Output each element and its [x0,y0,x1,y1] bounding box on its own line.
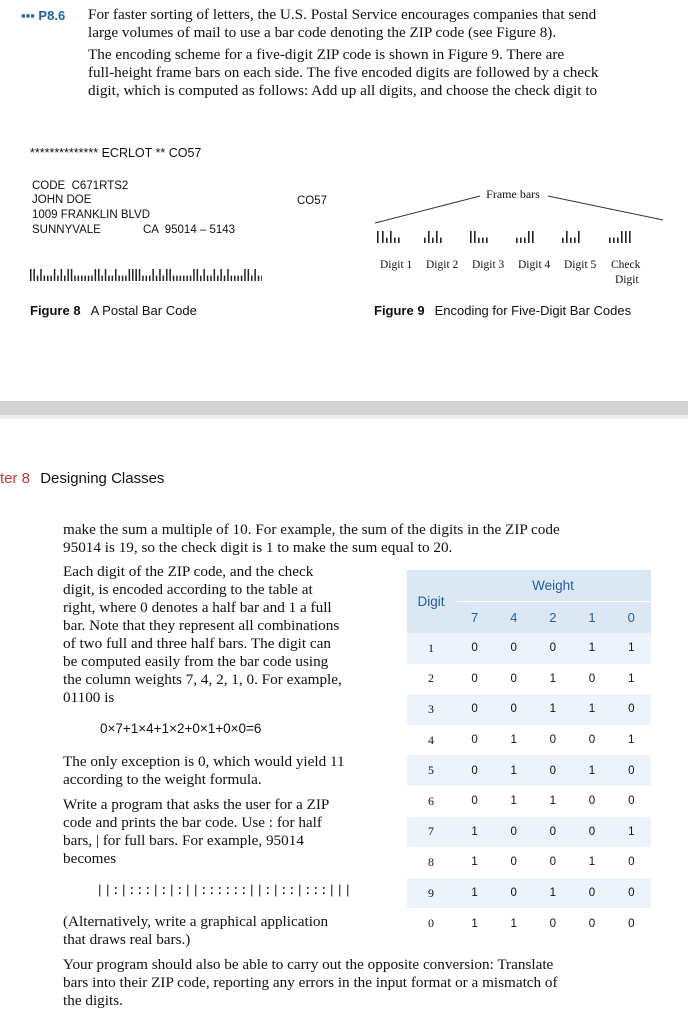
bit-cell: 0 [494,847,533,878]
problem-line: The encoding scheme for a five-digit ZIP code is shown in Figure 9. There are [88,46,565,63]
bit-cell: 1 [455,817,494,848]
half-bar [207,276,209,281]
digit-label: Digit 5 [564,259,597,271]
bit-cell: 0 [455,725,494,756]
bit-cell: 0 [612,694,651,725]
weight-2: 2 [533,602,572,634]
frame-bar-pointer [375,196,480,223]
weight-1: 1 [572,602,611,634]
full-bar [71,269,73,281]
state-zip: CA 95014 – 5143 [143,224,236,236]
half-bar [101,276,103,281]
half-bar [617,238,619,243]
digit-label: Digit 3 [472,259,505,271]
half-bar [251,276,253,281]
table-row [407,664,651,695]
half-bar [237,276,239,281]
para2-line: according to the weight formula. [63,771,262,788]
half-bar [108,276,110,281]
page-separator [0,401,688,415]
digit-cell: 3 [407,694,455,725]
para4-line: that draws real bars.) [63,931,191,948]
bit-cell: 0 [455,633,494,664]
table-row [407,725,651,756]
half-bar [574,238,576,243]
para3-line: bars, | for full bars. For example, 95014 [63,832,304,849]
bit-cell: 1 [455,847,494,878]
table-row [407,786,651,817]
half-bar [118,276,120,281]
para3-line: code and prints the bar code. Use : for half [63,814,322,831]
digit-label: Digit 1 [380,259,413,271]
full-bar [220,269,222,281]
check-digit-label: Digit [615,274,639,286]
half-bar [234,276,236,281]
encoding-table [407,570,651,939]
bit-cell: 1 [533,878,572,909]
bit-cell: 0 [572,725,611,756]
bit-cell: 0 [572,908,611,939]
half-bar [146,276,148,281]
half-bar [112,276,114,281]
bit-cell: 0 [533,817,572,848]
digit-cell: 8 [407,847,455,878]
full-bar [105,269,107,281]
full-bar [214,269,216,281]
half-bar [183,276,185,281]
para1-line: 01100 is [63,689,115,706]
full-bar [436,231,438,243]
half-bar [74,276,76,281]
bit-cell: 1 [494,786,533,817]
bit-cell: 0 [533,908,572,939]
postal-barcode [30,268,262,282]
full-bar [30,269,32,281]
half-bar [163,276,165,281]
full-bar [629,231,631,243]
half-bar [386,238,388,243]
half-bar [224,276,226,281]
full-bar [67,269,69,281]
half-bar [176,276,178,281]
bit-cell: 0 [494,664,533,695]
para1-line: be computed easily from the bar code using [63,653,329,670]
digit-cell: 6 [407,786,455,817]
full-bar [578,231,580,243]
chapter-number: ter 8 [0,470,31,487]
digit-cell: 5 [407,755,455,786]
chapter-title: Designing Classes [40,470,165,487]
half-bar [64,276,66,281]
half-bar [142,276,144,281]
bit-cell: 0 [494,817,533,848]
table-row [407,878,651,909]
half-bar [258,276,260,281]
half-bar [482,238,484,243]
table-row [407,633,651,664]
full-bar [474,231,476,243]
full-bar [33,269,35,281]
half-bar [440,238,442,243]
bit-cell: 0 [572,817,611,848]
half-bar [478,238,480,243]
bit-cell: 0 [533,755,572,786]
digit-cell: 7 [407,817,455,848]
intro-line: 95014 is 19, so the check digit is 1 to make the sum equal to 20. [63,539,453,556]
weight-formula: 0×7+1×4+1×2+0×1+0×0=6 [100,721,262,736]
para1-line: Each digit of the ZIP code, and the check [63,563,314,580]
weight-header: Weight [455,570,651,602]
bit-cell: 1 [533,694,572,725]
para3-line: becomes [63,850,117,867]
half-bar [486,238,488,243]
half-bar [186,276,188,281]
full-bar [248,269,250,281]
full-bar [621,231,623,243]
half-bar [180,276,182,281]
digit-cell: 1 [407,633,455,664]
bit-cell: 0 [533,847,572,878]
para1-line: right, where 0 denotes a half bar and 1 a full [63,599,332,616]
full-bar [254,269,256,281]
bit-cell: 0 [533,633,572,664]
bit-cell: 0 [572,786,611,817]
bit-cell: 1 [533,786,572,817]
digit-header: Digit [407,570,455,633]
bit-cell: 1 [455,908,494,939]
full-bar [166,269,168,281]
half-bar [47,276,49,281]
half-bar [50,276,52,281]
half-bar [149,276,151,281]
half-bar [261,276,262,281]
page-separator-shadow [0,415,688,419]
bit-cell: 1 [533,664,572,695]
half-bar [190,276,192,281]
bit-cell: 0 [612,786,651,817]
full-bar [132,269,134,281]
figure8-caption [30,303,197,318]
address-line: CODE C671RTS2 [32,180,129,192]
half-bar [516,238,518,243]
bit-cell: 0 [612,755,651,786]
bit-cell: 0 [455,786,494,817]
half-bar [609,238,611,243]
table-row [407,847,651,878]
table-row [407,908,651,939]
half-bar [173,276,175,281]
half-bar [44,276,46,281]
bit-cell: 0 [455,755,494,786]
half-bar [613,238,615,243]
full-bar [169,269,171,281]
figure8-text: A Postal Bar Code [90,303,197,318]
bit-cell: 1 [494,755,533,786]
full-bar [61,269,63,281]
table-row [407,694,651,725]
full-bar [54,269,56,281]
full-bar [227,269,229,281]
figure9-caption [374,303,631,318]
bit-cell: 1 [572,633,611,664]
digit-label: Check [611,259,641,271]
para4-line: (Alternatively, write a graphical application [63,913,329,930]
half-bar [562,238,564,243]
bit-cell: 1 [572,694,611,725]
full-bar [139,269,141,281]
half-bar [398,238,400,243]
full-bar [98,269,100,281]
full-bar [390,231,392,243]
digit-bar-groups [377,231,631,243]
half-bar [78,276,80,281]
weight-4: 4 [494,602,533,634]
figure9-text: Encoding for Five-Digit Bar Codes [434,303,632,318]
carrier-route: CO57 [297,195,328,207]
half-bar [424,238,426,243]
para3-line: Write a program that asks the user for a ZIP [63,796,330,813]
bit-cell: 1 [612,664,651,695]
bit-cell: 1 [572,847,611,878]
full-bar [95,269,97,281]
address-line: JOHN DOE [32,194,92,206]
full-bar [244,269,246,281]
digit-label: Digit 2 [426,259,459,271]
bit-cell: 0 [494,633,533,664]
bit-cell: 0 [612,878,651,909]
para1-line: the column weights 7, 4, 2, 1, 0. For example, [63,671,342,688]
intro-line: make the sum a multiple of 10. For example, the sum of the digits in the ZIP code [63,521,560,538]
para2-line: The only exception is 0, which would yield 11 [63,753,345,770]
bit-cell: 1 [455,878,494,909]
half-bar [37,276,39,281]
bit-cell: 1 [612,817,651,848]
full-bar [152,269,154,281]
bit-cell: 0 [572,664,611,695]
frame-bars-diagram [370,183,670,255]
para5-line: the digits. [63,992,123,1009]
problem-line: full-height frame bars on each side. The five encoded digits are followed by a check [88,64,599,81]
bit-cell: 0 [494,878,533,909]
half-bar [241,276,243,281]
bit-cell: 1 [494,725,533,756]
full-bar [197,269,199,281]
full-bar [382,231,384,243]
bar-code-text: ||:|:::|:|:||::::::||:|::|:::||| [96,884,353,898]
sort-line: ************** ECRLOT ** CO57 [30,146,202,160]
para5-line: bars into their ZIP code, reporting any errors in the input format or a mismatch of [63,974,558,991]
full-bar [40,269,42,281]
bit-cell: 0 [572,878,611,909]
full-bar [115,269,117,281]
figure8-label: Figure 8 [30,303,81,318]
para1-line: of two full and three half bars. The digit can [63,635,331,652]
para5-line: Your program should also be able to carry out the opposite conversion: Translate [63,956,554,973]
half-bar [135,276,137,281]
weight-7: 7 [455,602,494,634]
figure9-label: Figure 9 [374,303,425,318]
full-bar [129,269,131,281]
half-bar [84,276,86,281]
half-bar [524,238,526,243]
full-bar [159,269,161,281]
half-bar [125,276,127,281]
para1-line: digit, is encoded according to the table at [63,581,313,598]
digit-label: Digit 4 [518,259,551,271]
full-bar [528,231,530,243]
half-bar [210,276,212,281]
half-bar [231,276,233,281]
digit-cell: 4 [407,725,455,756]
digit-cell: 0 [407,908,455,939]
digit-cell: 9 [407,878,455,909]
full-bar [470,231,472,243]
half-bar [88,276,90,281]
bit-cell: 1 [494,908,533,939]
para1-line: bar. Note that they represent all combinations [63,617,340,634]
problem-line: digit, which is computed as follows: Add up all digits, and choose the check digit to [88,82,598,99]
half-bar [570,238,572,243]
address-line: SUNNYVALE [32,224,101,236]
address-line: 1009 FRANKLIN BLVD [32,209,151,221]
full-bar [532,231,534,243]
full-bar [203,269,205,281]
half-bar [122,276,124,281]
half-bar [81,276,83,281]
half-bar [91,276,93,281]
problem-line: For faster sorting of letters, the U.S. Postal Service encourages companies that send [88,6,597,23]
digit-cell: 2 [407,664,455,695]
bit-cell: 1 [612,725,651,756]
bit-cell: 0 [612,908,651,939]
half-bar [57,276,59,281]
problem-label: ▪▪▪ P8.6 [21,8,66,23]
half-bar [394,238,396,243]
bit-cell: 0 [455,664,494,695]
frame-bars-label: Frame bars [486,187,540,201]
half-bar [432,238,434,243]
half-bar [217,276,219,281]
bit-cell: 1 [612,633,651,664]
half-bar [520,238,522,243]
problem-line: large volumes of mail to use a bar code denoting the ZIP code (see Figure 8). [88,24,557,41]
full-bar [377,231,379,243]
full-bar [193,269,195,281]
bit-cell: 0 [533,725,572,756]
bit-cell: 0 [494,694,533,725]
half-bar [156,276,158,281]
bit-cell: 0 [455,694,494,725]
table-row [407,817,651,848]
bit-cell: 1 [572,755,611,786]
frame-bar-pointer [548,196,663,220]
weight-0: 0 [612,602,651,634]
half-bar [200,276,202,281]
full-bar [428,231,430,243]
full-bar [625,231,627,243]
chapter-header [0,470,164,487]
bit-cell: 0 [612,847,651,878]
table-row [407,755,651,786]
full-bar [566,231,568,243]
